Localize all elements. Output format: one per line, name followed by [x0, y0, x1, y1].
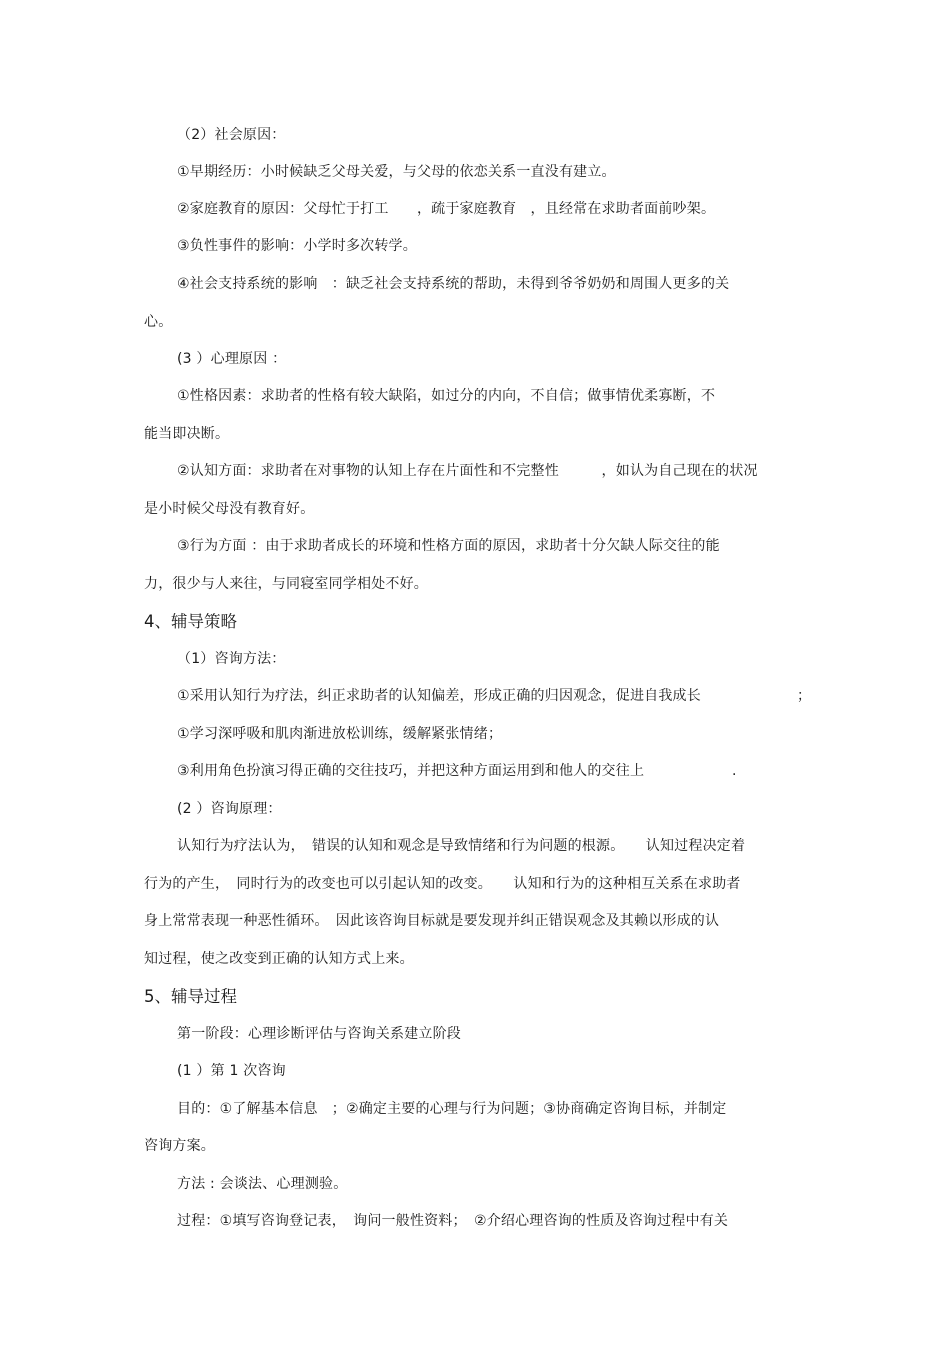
social-cause-negative-events: ③负性事件的影响：小学时多次转学。: [177, 238, 417, 254]
psych-cause-personality: ①性格因素：求助者的性格有较大缺陷，如过分的内向，不自信；做事情优柔寡断，不: [177, 388, 716, 404]
principle-line-1: 认知行为疗法认为， 错误的认知和观念是导致情绪和行为问题的根源。 认知过程决定着: [177, 838, 746, 854]
social-cause-family-education: ②家庭教育的原因：父母忙于打工 ，疏于家庭教育 ，且经常在求助者面前吵架。: [177, 201, 716, 217]
social-cause-support-system-cont: 心。: [144, 314, 173, 330]
social-cause-support-system: ④社会支持系统的影响 ：缺乏社会支持系统的帮助，未得到爷爷奶奶和周围人更多的关: [177, 276, 730, 292]
section-heading-strategy: 4、辅导策略: [144, 612, 237, 631]
social-cause-early-experience: ①早期经历：小时候缺乏父母关爱，与父母的依恋关系一直没有建立。: [177, 164, 616, 180]
principle-line-4: 知过程，使之改变到正确的认知方式上来。: [144, 951, 414, 967]
method-title: （1）咨询方法：: [177, 651, 286, 667]
psych-causes-title: (3 ）心理原因 ：: [177, 351, 287, 367]
section-heading-process: 5、辅导过程: [144, 987, 237, 1006]
method-item-relaxation: ①学习深呼吸和肌肉渐进放松训练，缓解紧张情绪；: [177, 726, 503, 742]
method-item-role-play-end: .: [732, 763, 737, 779]
principle-title: (2 ）咨询原理：: [177, 801, 282, 817]
stage-one-title: 第一阶段：心理诊断评估与咨询关系建立阶段: [177, 1026, 461, 1042]
method-item-cbt-end: ；: [797, 688, 812, 704]
psych-cause-behavior-cont: 力，很少与人来往，与同寝室同学相处不好。: [144, 576, 428, 592]
method-item-role-play: ③利用角色扮演习得正确的交往技巧，并把这种方面运用到和他人的交往上: [177, 763, 645, 779]
session-goal-cont: 咨询方案。: [144, 1138, 215, 1154]
principle-line-2: 行为的产生， 同时行为的改变也可以引起认知的改变。 认知和行为的这种相互关系在求助者: [144, 876, 741, 892]
method-item-cbt: ①采用认知行为疗法，纠正求助者的认知偏差，形成正确的归因观念，促进自我成长: [177, 688, 701, 704]
session-process: 过程：①填写咨询登记表， 询问一般性资料； ②介绍心理咨询的性质及咨询过程中有关: [177, 1213, 729, 1229]
psych-cause-cognition-cont: 是小时候父母没有教育好。: [144, 501, 315, 517]
psych-cause-cognition: ②认知方面：求助者在对事物的认知上存在片面性和不完整性 ，如认为自己现在的状况: [177, 463, 758, 479]
principle-line-3: 身上常常表现一种恶性循环。 因此该咨询目标就是要发现并纠正错误观念及其赖以形成的认: [144, 913, 720, 929]
session-one-title: (1 ）第 1 次咨询: [177, 1063, 286, 1079]
social-causes-title: （2）社会原因：: [177, 127, 286, 143]
psych-cause-personality-cont: 能当即决断。: [144, 426, 230, 442]
session-method: 方法 : 会谈法、心理测验。: [177, 1176, 348, 1192]
session-goal: 目的：①了解基本信息 ；②确定主要的心理与行为问题；③协商确定咨询目标，并制定: [177, 1101, 727, 1117]
psych-cause-behavior: ③行为方面 ：由于求助者成长的环境和性格方面的原因，求助者十分欠缺人际交往的能: [177, 538, 720, 554]
